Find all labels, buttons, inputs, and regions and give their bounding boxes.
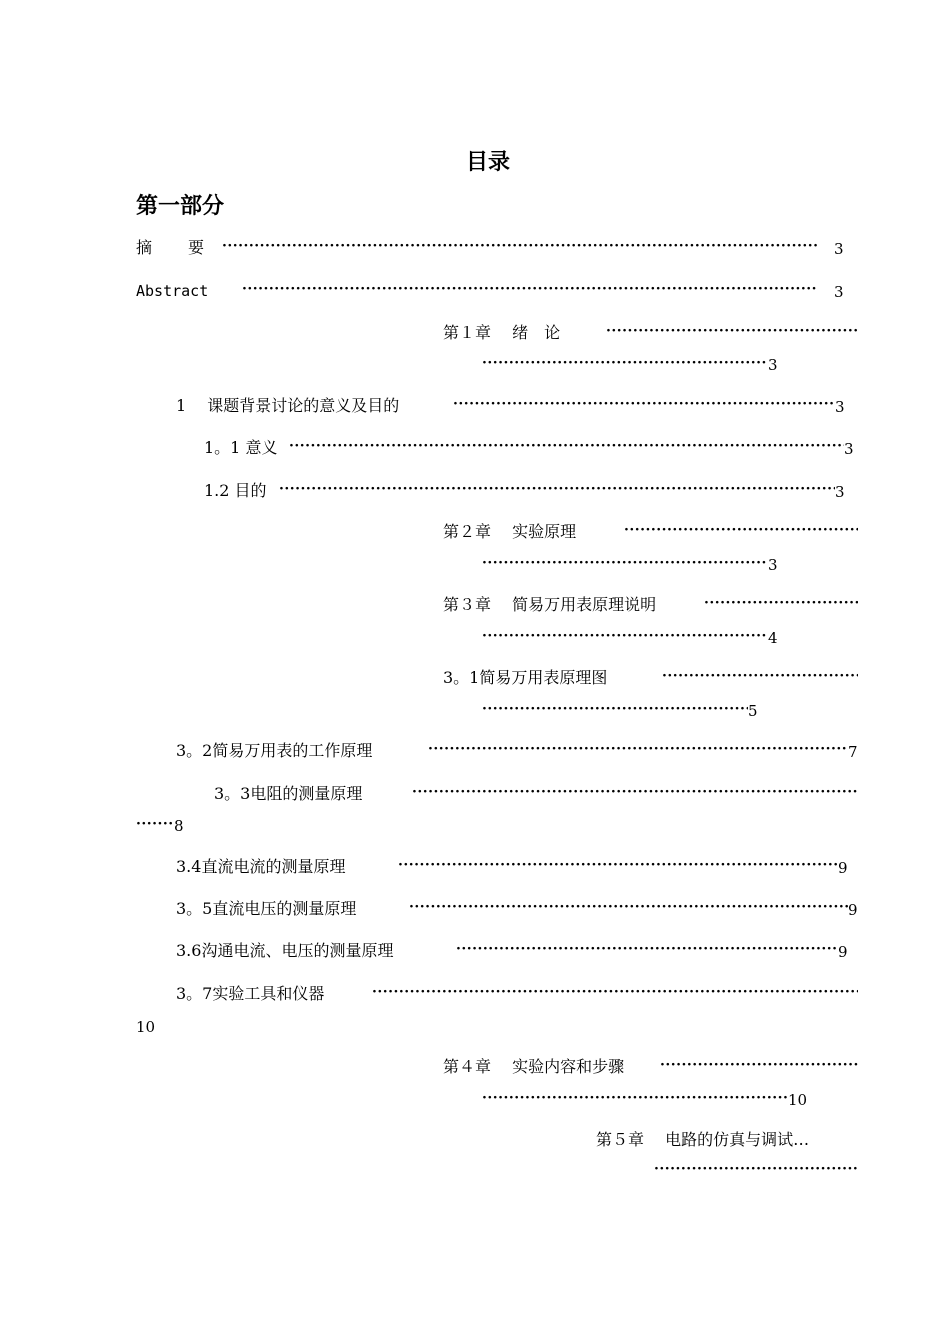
leader-dots bbox=[660, 1055, 858, 1075]
page-number: 10 bbox=[136, 1018, 156, 1036]
entry-label: 1 课题背景讨论的意义及目的 bbox=[176, 396, 400, 415]
leader-dots bbox=[136, 814, 174, 834]
entry-label: 3。2简易万用表的工作原理 bbox=[176, 741, 373, 760]
leader-dots bbox=[242, 279, 818, 299]
page-number: 4 bbox=[768, 629, 778, 647]
leader-dots bbox=[624, 520, 858, 540]
leader-dots bbox=[662, 666, 858, 686]
page-number: 3 bbox=[768, 356, 778, 374]
leader-dots bbox=[222, 236, 818, 256]
page-number: 9 bbox=[838, 943, 848, 961]
leader-dots bbox=[453, 394, 835, 414]
leader-dots bbox=[279, 479, 835, 499]
page-number: 7 bbox=[848, 743, 858, 761]
page-number: 3 bbox=[835, 398, 845, 416]
leader-dots bbox=[704, 593, 858, 613]
entry-label: 3。5直流电压的测量原理 bbox=[176, 899, 357, 918]
entry-label: 第２章 实验原理 bbox=[443, 522, 577, 541]
leader-dots bbox=[398, 855, 838, 875]
page-number: 3 bbox=[844, 440, 854, 458]
entry-label: 摘 要 bbox=[136, 238, 215, 257]
leader-dots bbox=[482, 699, 748, 719]
leader-dots bbox=[456, 939, 838, 959]
entry-label: Abstract bbox=[136, 282, 209, 300]
leader-dots bbox=[428, 739, 848, 759]
entry-label: 1.2 目的 bbox=[204, 481, 267, 500]
leader-dots bbox=[482, 626, 768, 646]
leader-dots bbox=[289, 436, 844, 456]
entry-label: 3。7实验工具和仪器 bbox=[176, 984, 325, 1003]
page-number: 5 bbox=[748, 702, 758, 720]
leader-dots bbox=[409, 897, 848, 917]
toc-title: 目录 bbox=[466, 149, 511, 175]
entry-label: 3.4直流电流的测量原理 bbox=[176, 857, 346, 876]
leader-dots bbox=[606, 321, 858, 341]
leader-dots bbox=[482, 353, 768, 373]
page-number: 9 bbox=[838, 859, 848, 877]
entry-label: 3。3电阻的测量原理 bbox=[214, 784, 363, 803]
entry-label: 3.6沟通电流、电压的测量原理 bbox=[176, 941, 394, 960]
page-number: 9 bbox=[848, 901, 858, 919]
entry-label: 3。1简易万用表原理图 bbox=[443, 668, 608, 687]
page-number: 8 bbox=[174, 817, 184, 835]
page-number: 10 bbox=[788, 1091, 808, 1109]
entry-label: 第３章 简易万用表原理说明 bbox=[443, 595, 657, 614]
page-number: 3 bbox=[834, 240, 844, 258]
leader-dots bbox=[482, 1088, 788, 1108]
leader-dots bbox=[412, 782, 858, 802]
leader-dots bbox=[482, 553, 768, 573]
entry-label: 第１章 绪 论 bbox=[443, 323, 561, 342]
page-number: 3 bbox=[835, 483, 845, 501]
entry-label: 1。1 意义 bbox=[204, 438, 278, 457]
page-number: 3 bbox=[768, 556, 778, 574]
entry-label: 第４章 实验内容和步骤 bbox=[443, 1057, 625, 1076]
page-number: 3 bbox=[834, 283, 844, 301]
part-heading: 第一部分 bbox=[136, 193, 225, 219]
leader-dots bbox=[372, 982, 858, 1002]
leader-dots bbox=[654, 1159, 858, 1179]
entry-label: 第５章 电路的仿真与调试… bbox=[596, 1130, 810, 1149]
